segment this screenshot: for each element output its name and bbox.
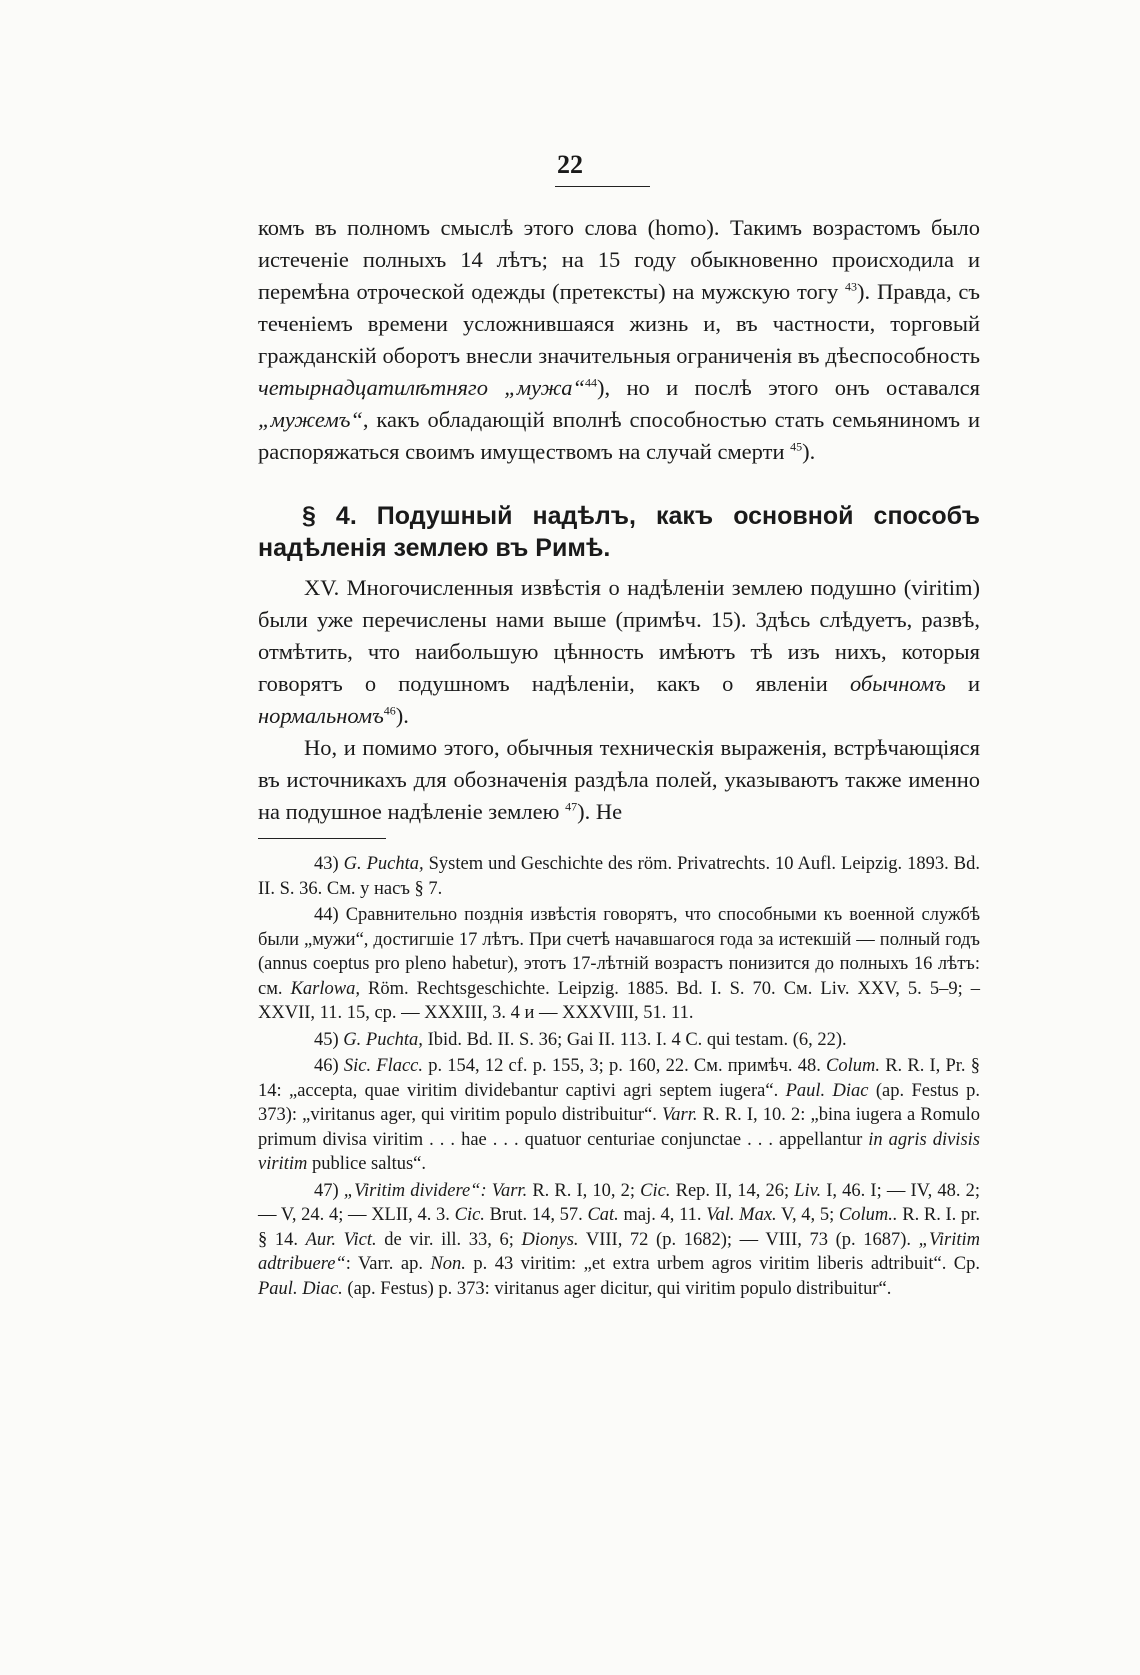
- footnote-47: 47) „Viritim dividere“: Varr. R. R. I, 10, 2; Cic. Rep. II, 14, 26; Liv. I, 46. I; — IV, 48. 2; — V, 24. 4; — XLII, 4. 3. Cic. Brut. 14, 57. Cat. maj. 4, 11. Val. Max. V, 4, 5; Colum.. R. R. I. pr. § 14. Aur. Vict. de vir. ill. 33, 6; Dionys. VIII, 72 (p. 1682); — VIII, 73 (p. 1687). „Viritim adtribuere“: Varr. ap. Non. p. 43 viritim: „et extra urbem agros viritim liberis adtribuit“. Ср. Paul. Diac. (ap. Festus) p. 373: viritanus ager dicitur, qui viritim populo distribuitur“.: [258, 1180, 981, 1299]
- footnote-ref-45[interactable]: 45: [790, 439, 803, 454]
- main-text: [258, 212, 980, 828]
- footnote-45: 45) G. Puchta, Ibid. Bd. II. S. 36; Gai II. 113. I. 4 C. qui testam. (6, 22).: [314, 1029, 847, 1050]
- paragraph-2: XV. Многочисленныя извѣстія о надѣленіи землею подушно (viritim) были уже перечислены нами выше (примѣч. 15). Здѣсь слѣдуетъ, развѣ, отмѣтить, что наибольшую цѣнность имѣютъ тѣ изъ нихъ, которыя говорятъ о подушномъ надѣленіи, какъ о явленіи обычномъ и нормальномъ$^{46}$).: [258, 575, 980, 728]
- footnote-ref-47[interactable]: 47: [565, 799, 578, 814]
- paragraph-3: Но, и помимо этого, обычныя техническія выраженія, встрѣчающіяся въ источникахъ для обозначенія раздѣла полей, указываютъ также именно на подушное надѣленіе землею $^{47}$). Не: [258, 735, 980, 824]
- paragraph-1: комъ въ полномъ смыслѣ этого слова (homo). Такимъ возрастомъ было истеченіе полныхъ 14 лѣтъ; на 15 году обыкновенно происходила и перемѣна отроческой одежды (претексты) на мужскую тогу $^{43}$). Правда, съ теченіемъ времени усложнившаяся жизнь и, въ частности, торговый гражданскій оборотъ внесли значительныя ограниченія въ дѣеспособность четырнадцатилѣтняго „мужа“$^{44}$), но и послѣ этого онъ оставался „мужемъ“, какъ обладающій вполнѣ способностью стать семьяниномъ и распоряжаться своимъ имуществомъ на случай смерти $^{45}$).: [258, 215, 980, 464]
- footnotes: [258, 852, 980, 1303]
- footnote-43: 43) G. Puchta, System und Geschichte des röm. Privatrechts. 10 Aufl. Leipzig. 1893. Bd. II. S. 36. См. у насъ § 7.: [258, 854, 980, 899]
- footnote-ref-43[interactable]: 43: [845, 279, 858, 294]
- page-number: 22: [557, 150, 583, 179]
- footnote-separator: [258, 838, 386, 839]
- footnote-46: 46) Sic. Flacc. p. 154, 12 cf. p. 155, 3; p. 160, 22. См. примѣч. 48. Colum. R. R. I, Pr. § 14: „accepta, quae viritim dividebantur captivi agri septem iugera“. Paul. Diac (ap. Festus p. 373): „viritanus ager, qui viritim populo distribuitur“. Varr. R. R. I, 10. 2: „bina iugera a Romulo primum divisa viritim . . . hae . . . quatuor centuriae conjunctae . . . appellantur in agris divisis viritim publice saltus“.: [258, 1056, 980, 1174]
- footnote-ref-46[interactable]: 46: [383, 703, 396, 718]
- page-number-rule: [555, 186, 650, 187]
- section-heading: § 4. Подушный надѣлъ, какъ основной способъ надѣленія землею въ Римѣ.: [258, 502, 980, 562]
- footnote-44: 44) Сравнительно позднія извѣстія говорятъ, что способными къ военной службѣ были „мужи“, достигшіе 17 лѣтъ. При счетѣ начавшагося года за истекшій — полный годъ (annus coeptus pro pleno habetur), этотъ 17-лѣтній возрастъ понизится до полныхъ 16 лѣтъ: см. Karlowa, Röm. Rechtsgeschichte. Leipzig. 1885. Bd. I. S. 70. См. Liv. XXV, 5. 5–9; – XXVII, 11. 15, ср. — XXXIII, 3. 4 и — XXXVIII, 51. 11.: [258, 905, 980, 1023]
- footnote-ref-44[interactable]: 44: [584, 375, 597, 390]
